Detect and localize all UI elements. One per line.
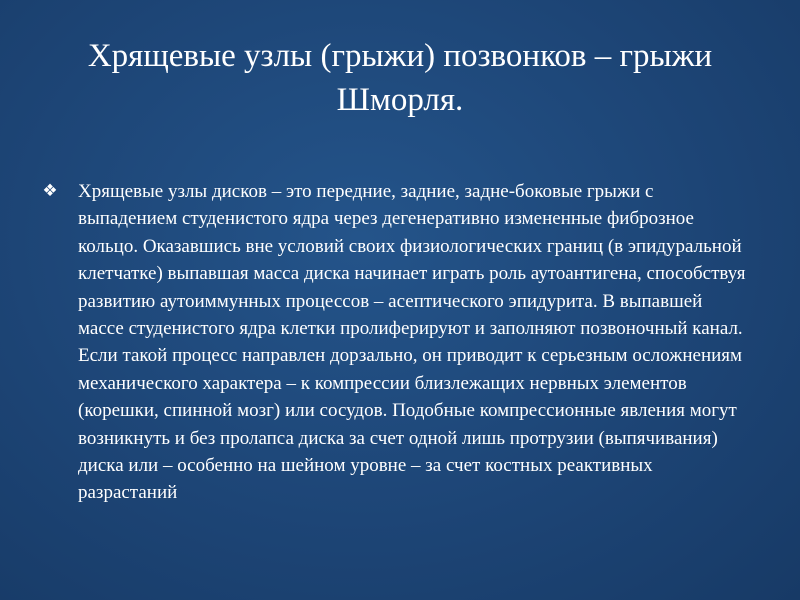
bullet-item <box>40 178 752 507</box>
bullet-list <box>40 178 752 507</box>
diamond-bullet-icon: ❖ <box>42 181 58 201</box>
bullet-text: Хрящевые узлы дисков – это передние, задние, задне-боковые грыжи с выпадением студенистого ядра через дегенеративно измененные фиброзное кольцо. Оказавшись вне условий своих физиологических границ (в эпидуральной клетчатке) выпавшая масса диска начинает играть роль аутоантигена, способствуя развитию аутоиммунных процессов – асептического эпидурита. В выпавшей массе студенистого ядра клетки пролиферируют и заполняют позвоночный канал. Если такой процесс направлен дорзально, он приводит к серьезным осложнениям механического характера – к компрессии близлежащих нервных элементов (корешки, спинной мозг) или сосудов. Подобные компрессионные явления могут возникнуть и без пролапса диска за счет одной лишь протрузии (выпячивания) диска или – особенно на шейном уровне – за счет костных реактивных разрастаний <box>78 181 746 504</box>
slide-title: Хрящевые узлы (грыжи) позвонков – грыжи Шморля. <box>87 38 713 118</box>
